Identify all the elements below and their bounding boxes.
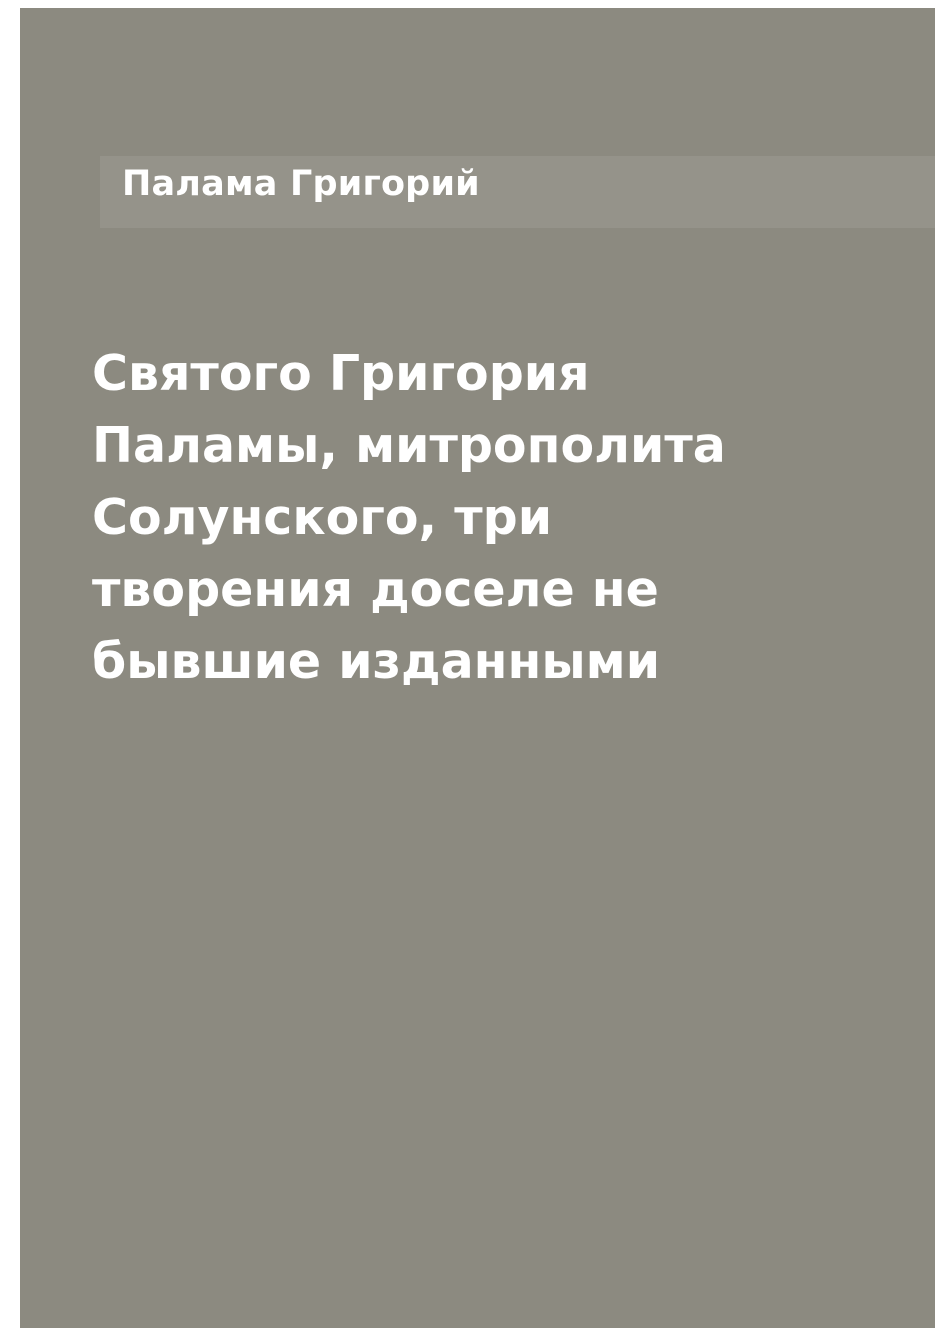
cover-spine-edge — [10, 8, 20, 1328]
book-title: Святого Григория Паламы, митрополита Солунского, три творения доселе не бывшие изданными — [92, 345, 726, 690]
book-author: Палама Григорий — [122, 164, 480, 204]
